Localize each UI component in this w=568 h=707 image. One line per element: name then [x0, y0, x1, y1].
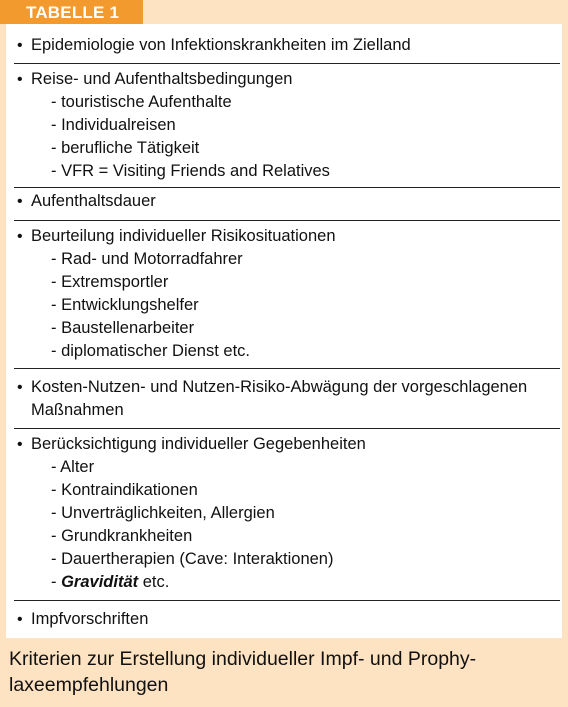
- table-row: [14, 188, 560, 221]
- row-text: Impfvorschriften: [31, 610, 149, 628]
- sub-item: - berufliche Tätigkeit: [51, 139, 200, 157]
- row-text: Beurteilung individueller Risikosituationen: [31, 227, 336, 245]
- sub-item: - Rad- und Motorradfahrer: [51, 250, 243, 268]
- table-row: [14, 221, 560, 369]
- caption-line: laxeempfehlungen: [9, 674, 169, 696]
- criteria-table: [6, 24, 562, 638]
- sub-item: - Entwicklungshelfer: [51, 296, 199, 314]
- sub-item: - Kontraindikationen: [51, 481, 198, 499]
- row-text: Berücksichtigung individueller Gegebenheiten: [31, 435, 366, 453]
- caption-line: Kriterien zur Erstellung individueller Impf- und Prophy-: [9, 648, 477, 670]
- row-text: Aufenthaltsdauer: [31, 192, 156, 210]
- table-row: [14, 369, 560, 429]
- table-caption: [9, 646, 559, 698]
- table-row: [14, 601, 560, 638]
- sub-item: - Alter: [51, 458, 95, 476]
- sub-item-gravidity: [51, 571, 169, 594]
- bullet: •: [17, 228, 23, 245]
- sub-item: - touristische Aufenthalte: [51, 93, 232, 111]
- bullet: •: [17, 379, 23, 396]
- table-row: [14, 24, 560, 64]
- sub-item: - Baustellenarbeiter: [51, 319, 195, 337]
- sub-item: - Grundkrankheiten: [51, 527, 193, 545]
- bullet: •: [17, 193, 23, 210]
- sub-item-rest: etc.: [138, 573, 170, 591]
- row-text-continued: Maßnahmen: [31, 401, 124, 419]
- sub-item-dash: -: [51, 573, 62, 591]
- bullet: •: [17, 71, 23, 88]
- bullet: •: [17, 436, 23, 453]
- row-text: Epidemiologie von Infektionskrankheiten im Zielland: [31, 36, 411, 54]
- bullet: •: [17, 611, 23, 628]
- sub-item: - VFR = Visiting Friends and Relatives: [51, 162, 330, 180]
- table-label: TABELLE 1: [0, 0, 143, 24]
- row-text: Kosten-Nutzen- und Nutzen-Risiko-Abwägung der vorgeschlagenen: [31, 378, 528, 396]
- table-row: [14, 429, 560, 601]
- sub-item: - diplomatischer Dienst etc.: [51, 342, 250, 360]
- sub-item: - Individualreisen: [51, 116, 176, 134]
- sub-item: - Unverträglichkeiten, Allergien: [51, 504, 275, 522]
- bullet: •: [17, 37, 23, 54]
- sub-item: - Dauertherapien (Cave: Interaktionen): [51, 550, 334, 568]
- row-text: Reise- und Aufenthaltsbedingungen: [31, 70, 293, 88]
- table-row: [14, 64, 560, 188]
- sub-item: - Extremsportler: [51, 273, 169, 291]
- sub-item-emphasis: Gravidität: [61, 573, 139, 591]
